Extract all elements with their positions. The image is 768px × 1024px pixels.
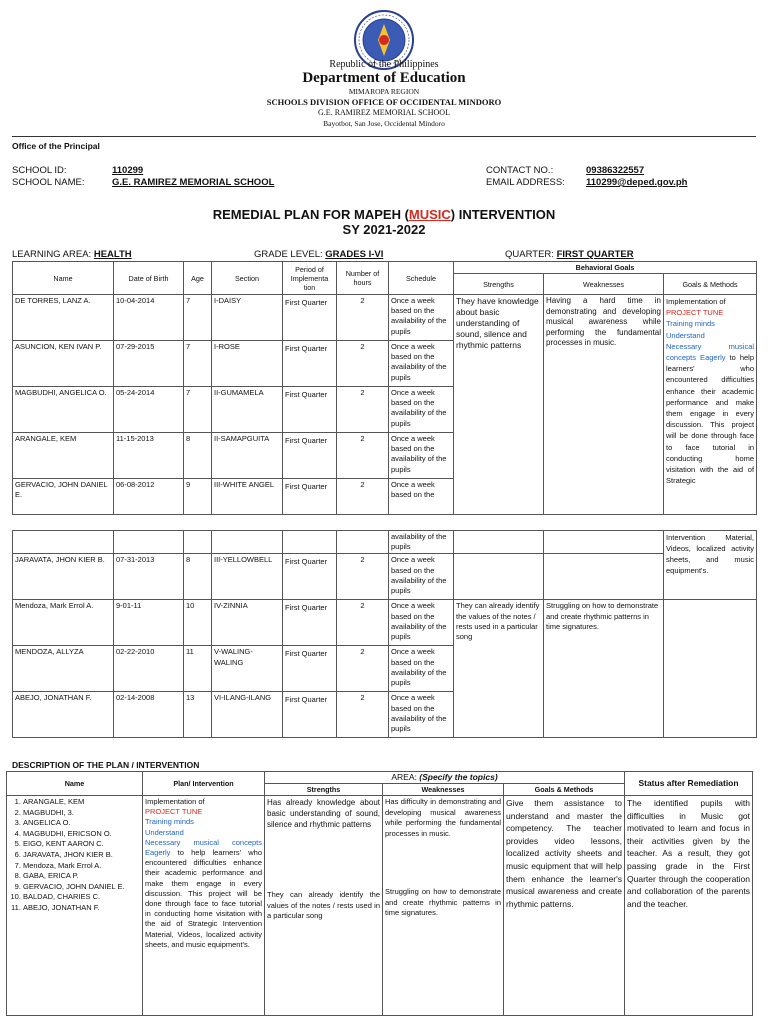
description-table — [6, 771, 753, 1016]
table-row — [13, 554, 757, 600]
cell-name: ASUNCION, KEN IVAN P. — [13, 341, 114, 387]
cell-period: First Quarter — [283, 646, 337, 692]
cell-age: 7 — [184, 295, 212, 341]
cell-name: ARANGALE, KEM — [13, 433, 114, 479]
area-label: AREA: — [391, 772, 417, 782]
continuation-row — [13, 531, 757, 554]
cell-schedule: Once a week based on the availability of the pupils — [389, 692, 454, 738]
th-age: Age — [184, 262, 212, 295]
school-id-value: 110299 — [112, 165, 144, 176]
th-period: Period of Implementa tion — [283, 262, 337, 295]
continuation-cell — [337, 531, 389, 554]
learning-area — [12, 249, 132, 260]
th-hours: Number of hours — [337, 262, 389, 295]
cell-dob: 07-29-2015 — [114, 341, 184, 387]
continuation-cell — [184, 531, 212, 554]
grade-level-label: GRADE LEVEL: — [254, 249, 323, 260]
cell-schedule: Once a week based on the availability of the pupils — [389, 387, 454, 433]
goals-intro: Implementation of — [666, 297, 726, 306]
plan-blue1: Training minds — [145, 817, 194, 827]
dh-strengths: Strengths — [265, 784, 383, 796]
merged-strengths-2: They can already identify the values of the notes / rests used in a particular song — [454, 600, 544, 738]
cell-hours: 2 — [337, 554, 389, 600]
list-item: 2. MAGBUDHI, 3. — [23, 808, 140, 819]
cell-hours: 2 — [337, 646, 389, 692]
title-part2: ) INTERVENTION — [450, 207, 556, 222]
plan-blue3: Necessary musical concepts Eagerly — [145, 837, 262, 858]
cell-hours: 2 — [337, 433, 389, 479]
desc-weaknesses-cell — [383, 796, 504, 1016]
table-row — [13, 600, 757, 646]
quarter — [505, 249, 634, 260]
dh-goals: Goals & Methods — [504, 784, 625, 796]
cell-section: I-ROSE — [212, 341, 283, 387]
cell-period: First Quarter — [283, 295, 337, 341]
contact-value: 09386322557 — [586, 165, 645, 176]
cell-dob: 07-31-2013 — [114, 554, 184, 600]
dh-plan: Plan/ Intervention — [143, 772, 265, 796]
cell-section: II-GUMAMELA — [212, 387, 283, 433]
school-name-value: G.E. RAMIREZ MEMORIAL SCHOOL — [112, 177, 275, 188]
th-schedule: Schedule — [389, 262, 454, 295]
cell-name: GERVACIO, JOHN DANIEL E. — [13, 479, 114, 515]
dh-weaknesses: Weaknesses — [383, 784, 504, 796]
dh-name: Name — [7, 772, 143, 796]
desc-status-cell: The identified pupils with difficulties in Music got motivated to learn and focus in their activities given by the teacher. As a result, they got passing grade in the First Quarter through the cooperation and collaboration of the parents and the teacher. — [625, 796, 753, 1016]
quarter-label: QUARTER: — [505, 249, 554, 260]
plan-project: PROJECT TUNE — [145, 807, 203, 817]
cell-period: First Quarter — [283, 554, 337, 600]
continuation-cell — [544, 531, 664, 554]
merged-weaknesses-2: Struggling on how to demonstrate and create rhythmic patterns in time signatures. — [544, 600, 664, 738]
th-behavioral-goals: Behavioral Goals — [454, 262, 757, 274]
continuation-cell — [212, 531, 283, 554]
strength-2: They can already identify the values of the notes / rests used in a particular song — [267, 890, 380, 920]
empty-weaknesses — [544, 554, 664, 600]
th-goals: Goals & Methods — [664, 274, 757, 295]
cell-dob: 02-14-2008 — [114, 692, 184, 738]
cell-hours: 2 — [337, 600, 389, 646]
learning-area-value: HEALTH — [93, 249, 132, 260]
school-year: SY 2021-2022 — [342, 222, 426, 237]
cell-age: 13 — [184, 692, 212, 738]
email-label: EMAIL ADDRESS: — [486, 177, 565, 188]
cell-schedule: Once a week based on the availability of the pupils — [389, 295, 454, 341]
title-music: MUSIC — [408, 207, 451, 222]
cell-age: 10 — [184, 600, 212, 646]
cell-age: 7 — [184, 341, 212, 387]
description-heading: DESCRIPTION OF THE PLAN / INTERVENTION — [12, 760, 200, 770]
grade-level — [254, 249, 383, 260]
cell-dob: 05-24-2014 — [114, 387, 184, 433]
cell-name: MAGBUDHI, ANGELICA O. — [13, 387, 114, 433]
plan-title — [0, 207, 768, 222]
continuation-cell — [454, 531, 544, 554]
office-label: Office of the Principal — [12, 141, 100, 151]
cell-schedule: Once a week based on the availability of the pupils — [389, 341, 454, 387]
goals-rest: to help learners' who encountered difficulties enhance their academic performance and make them engage in every discussion. This project will be done through face to face tutorial in conducting home visitation with the aid of Strategic — [666, 353, 755, 486]
list-item: 8. GABA, ERICA P. — [23, 871, 140, 882]
cell-dob: 10-04-2014 — [114, 295, 184, 341]
cell-hours: 2 — [337, 295, 389, 341]
schedule-tail: availability of the pupils — [389, 531, 454, 554]
remedial-table-page2 — [12, 530, 757, 738]
names-list — [9, 797, 140, 914]
cell-age: 8 — [184, 554, 212, 600]
continuation-cell — [13, 531, 114, 554]
cell-section: VI-ILANG-ILANG — [212, 692, 283, 738]
desc-goals-cell: Give them assistance to understand and master the competency. The teacher provides video lessons, localized activity sheets and music equipment that will help them enhance the learner's musical awareness and create rhythmic patterns. — [504, 796, 625, 1016]
weakness-2: Struggling on how to demonstrate and create rhythmic patterns in time signatures. — [385, 887, 501, 917]
empty-strengths — [454, 554, 544, 600]
th-name: Name — [13, 262, 114, 295]
cell-hours: 2 — [337, 341, 389, 387]
cell-name: ABEJO, JONATHAN F. — [13, 692, 114, 738]
merged-strengths — [454, 295, 544, 515]
cell-schedule: Once a week based on the availability of the pupils — [389, 433, 454, 479]
cell-age: 9 — [184, 479, 212, 515]
address-line: Bayotbot, San Jose, Occidental Mindoro — [323, 119, 445, 128]
cell-age: 11 — [184, 646, 212, 692]
cell-name: Mendoza, Mark Errol A. — [13, 600, 114, 646]
cell-hours: 2 — [337, 692, 389, 738]
cell-name: MENDOZA, ALLYZA — [13, 646, 114, 692]
th-weaknesses: Weaknesses — [544, 274, 664, 295]
th-strengths: Strengths — [454, 274, 544, 295]
table-row — [13, 295, 757, 341]
cell-hours: 2 — [337, 387, 389, 433]
desc-plan-cell — [143, 796, 265, 1016]
cell-section: III-WHITE ANGEL — [212, 479, 283, 515]
cell-name: DE TORRES, LANZ A. — [13, 295, 114, 341]
continuation-cell — [283, 531, 337, 554]
empty-goals-2 — [664, 600, 757, 738]
cell-age: 7 — [184, 387, 212, 433]
list-item: 11. ABEJO, JONATHAN F. — [23, 903, 140, 914]
list-item: 7. Mendoza, Mark Errol A. — [23, 861, 140, 872]
list-item: 9. GERVACIO, JOHN DANIEL E. — [23, 882, 140, 893]
weaknesses-text: Having a hard time in demonstrating and developing musical awareness while performing the fundamental processes in music. — [546, 296, 661, 347]
cell-section: III-YELLOWBELL — [212, 554, 283, 600]
cell-period: First Quarter — [283, 387, 337, 433]
grade-level-value: GRADES I-VI — [325, 249, 384, 260]
goals-tail: Intervention Material, Videos, localized activity sheets, and music equipment's. — [664, 531, 757, 600]
republic-line: Republic of the Philippines — [329, 59, 439, 70]
region-line: MIMAROPA REGION — [348, 87, 420, 96]
cell-section: V-WALING-WALING — [212, 646, 283, 692]
goals-blue1: Training minds — [666, 319, 715, 329]
dh-status: Status after Remediation — [625, 772, 753, 796]
quarter-value: FIRST QUARTER — [556, 249, 634, 260]
title-part1: REMEDIAL PLAN FOR MAPEH ( — [212, 207, 409, 222]
plan-rest: to help learners' who encountered difficulties enhance their academic performance and make them engage in every discussion. This project will be done through face to face tutorial in conducting home visitation with the aid of Strategic Intervention Material, Videos, localized activity sheets, and music equipment's. — [145, 848, 262, 949]
cell-name: JARAVATA, JHON KIER B. — [13, 554, 114, 600]
school-line: G.E. RAMIREZ MEMORIAL SCHOOL — [318, 108, 450, 117]
cell-section: II-SAMAPGUITA — [212, 433, 283, 479]
list-item: 3. ANGELICA O. — [23, 818, 140, 829]
header-divider — [12, 136, 756, 137]
school-name-label: SCHOOL NAME: — [12, 177, 85, 188]
list-item: 5. EIGO, KENT AARON C. — [23, 839, 140, 850]
cell-period: First Quarter — [283, 692, 337, 738]
contact-label: CONTACT NO.: — [486, 165, 554, 176]
plan-blue2: Understand — [145, 827, 184, 837]
cell-dob: 11-15-2013 — [114, 433, 184, 479]
desc-strengths-cell — [265, 796, 383, 1016]
cell-dob: 06-08-2012 — [114, 479, 184, 515]
strength-1: Has already knowledge about basic understanding of sound, silence and rhythmic patterns — [267, 798, 380, 829]
learning-area-label: LEARNING AREA: — [12, 249, 92, 260]
cell-period: First Quarter — [283, 600, 337, 646]
goals-project: PROJECT TUNE — [666, 308, 724, 318]
cell-section: IV-ZINNIA — [212, 600, 283, 646]
th-section: Section — [212, 262, 283, 295]
cell-dob: 02-22-2010 — [114, 646, 184, 692]
cell-schedule: Once a week based on the — [389, 479, 454, 515]
cell-age: 8 — [184, 433, 212, 479]
desc-names-cell — [7, 796, 143, 1016]
merged-goals — [664, 295, 757, 515]
list-item: 10. BALDAD, CHARIES C. — [23, 892, 140, 903]
division-line: SCHOOLS DIVISION OFFICE OF OCCIDENTAL MINDORO — [266, 97, 502, 107]
cell-period: First Quarter — [283, 433, 337, 479]
cell-period: First Quarter — [283, 341, 337, 387]
cell-schedule: Once a week based on the availability of the pupils — [389, 600, 454, 646]
school-id-label: SCHOOL ID: — [12, 165, 67, 176]
goals-blue3: Necessary musical concepts Eagerly — [666, 341, 755, 363]
th-dob: Date of Birth — [114, 262, 184, 295]
goals-blue2: Understand — [666, 330, 705, 340]
cell-dob: 9-01-11 — [114, 600, 184, 646]
remedial-table-page1 — [12, 261, 757, 515]
list-item: 6. JARAVATA, JHON KIER B. — [23, 850, 140, 861]
dh-area — [265, 772, 625, 784]
continuation-cell — [114, 531, 184, 554]
plan-intro: Implementation of — [145, 797, 205, 806]
cell-section: I-DAISY — [212, 295, 283, 341]
cell-hours: 2 — [337, 479, 389, 515]
cell-period: First Quarter — [283, 479, 337, 515]
cell-schedule: Once a week based on the availability of the pupils — [389, 646, 454, 692]
department-title: Department of Education — [302, 70, 466, 86]
list-item: 4. MAGBUDHI, ERICSON O. — [23, 829, 140, 840]
email-value: 110299@deped.gov.ph — [586, 177, 688, 188]
weakness-1: Has difficulty in demonstrating and developing musical awareness while performing the fundamental processes in music. — [385, 797, 501, 838]
area-hint: (Specify the topics) — [419, 772, 498, 782]
cell-schedule: Once a week based on the availability of the pupils — [389, 554, 454, 600]
list-item: 1. ARANGALE, KEM — [23, 797, 140, 808]
strengths-text: They have knowledge about basic understanding of sound, silence and rhythmic patterns — [456, 296, 539, 350]
merged-weaknesses — [544, 295, 664, 515]
